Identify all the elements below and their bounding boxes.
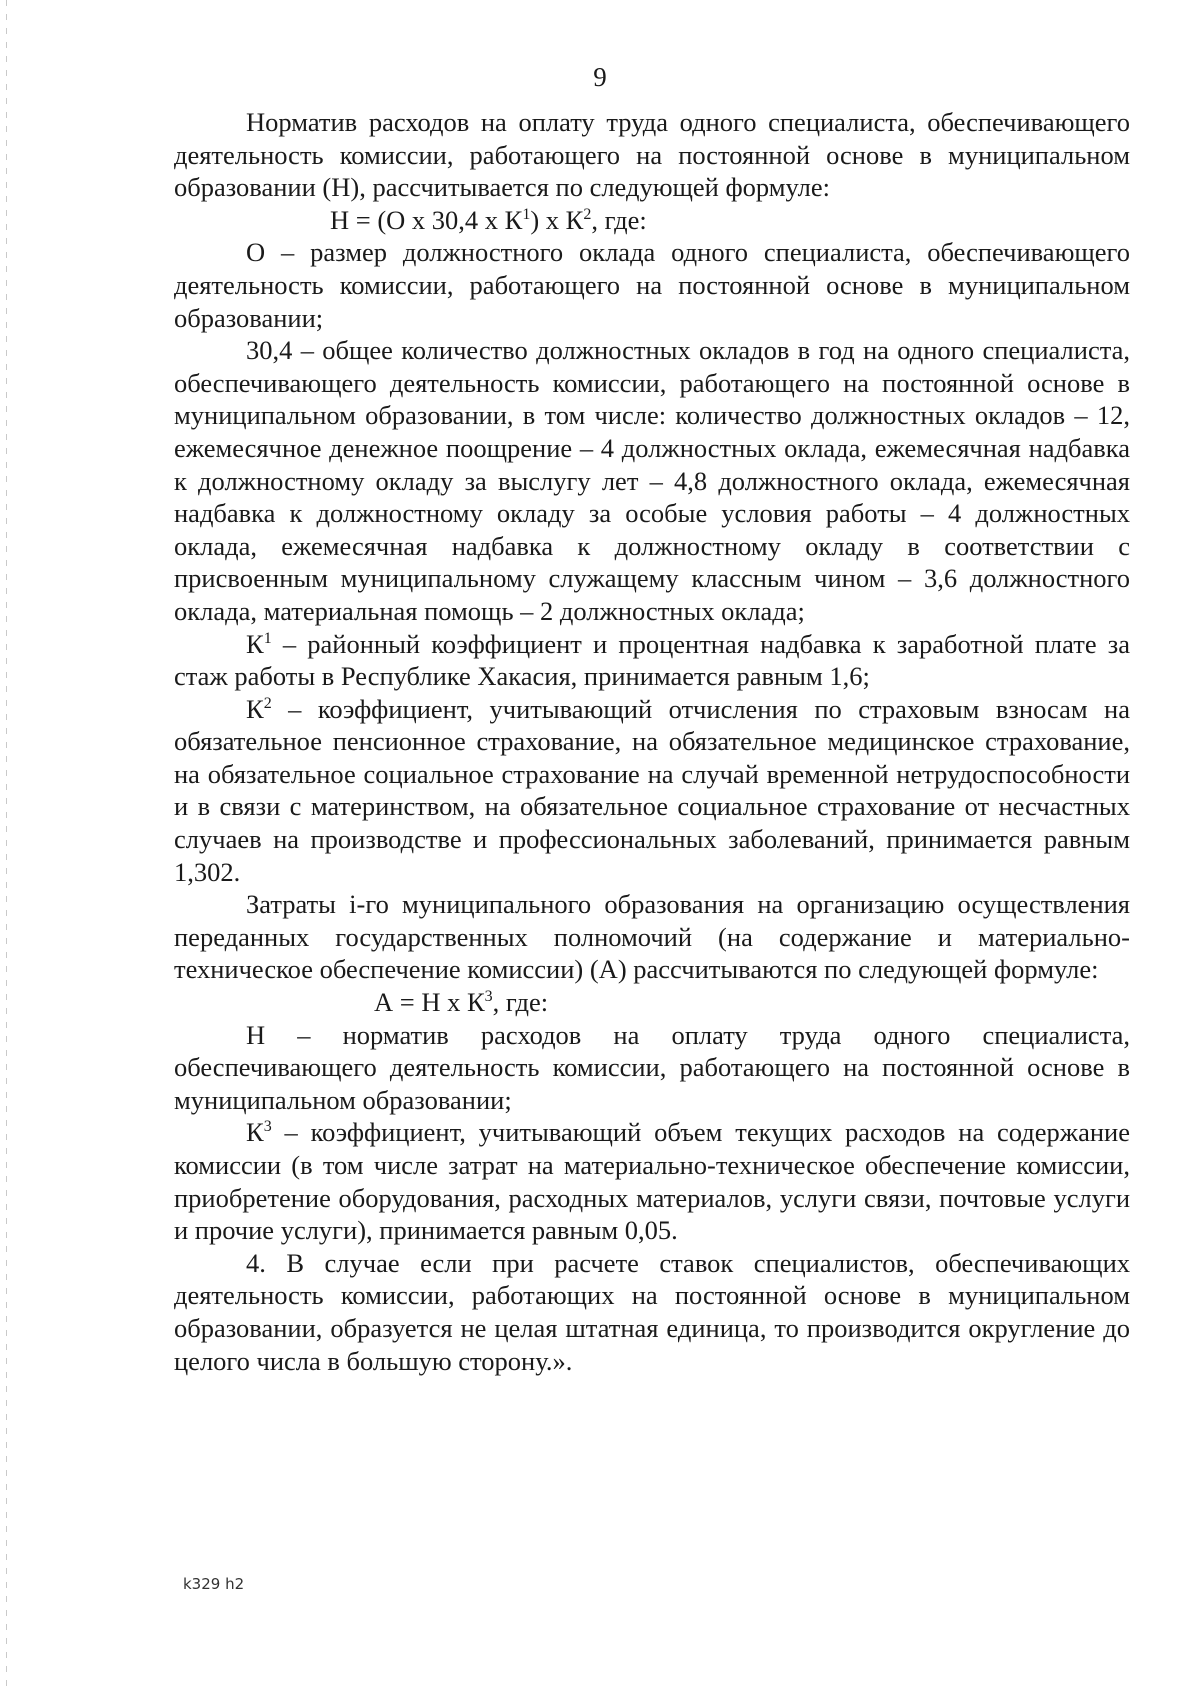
- formula1-sup1: 1: [522, 205, 531, 223]
- scan-edge-mark: [6, 0, 7, 1686]
- k1-text: – районный коэффициент и процентная надбавка к заработной плате за стаж работы в Республике Хакасия, принимается равным 1,6;: [174, 628, 1130, 692]
- formula-wage-norm: [174, 204, 1130, 237]
- formula1-part3: , где:: [591, 204, 647, 235]
- k2-sup: 2: [263, 694, 272, 712]
- paragraph-costs-intro: Затраты i-го муниципального образования на организацию осуществления переданных государственных полномочий (на содержание и материально-техническое обеспечение комиссии) (А) рассчитываются по следующей формуле:: [174, 889, 1130, 985]
- formula1-part2: ) х К: [530, 204, 584, 235]
- page-number: 9: [593, 62, 607, 92]
- k1-symbol: К: [246, 628, 264, 659]
- paragraph-salary-definition: О – размер должностного оклада одного специалиста, обеспечивающего деятельность комиссии, работающего на постоянной основе в муниципальном образовании;: [174, 237, 1130, 333]
- paragraph-wage-norm-intro: Норматив расходов на оплату труда одного специалиста, обеспечивающего деятельность комиссии, работающего на постоянной основе в муниципальном образовании (Н), рассчитывается по следующей формуле:: [174, 107, 1130, 203]
- paragraph-k2-definition: [174, 693, 1130, 889]
- k1-sup: 1: [263, 629, 272, 647]
- formula2-part2: , где:: [492, 987, 549, 1018]
- formula2-sup1: 3: [484, 988, 493, 1006]
- formula1-part1: Н = (О х 30,4 х К: [330, 204, 523, 235]
- footer-document-code: k329 h2: [183, 1575, 245, 1593]
- k3-text: – коэффициент, учитывающий объем текущих расходов на содержание комиссии (в том числе затрат на материально-техническое обеспечение комиссии, приобретение оборудования, расходных материалов, услуги связи, почтовые услуги и прочие услуги), принимается равным 0,05.: [174, 1117, 1130, 1246]
- paragraph-k3-definition: [174, 1116, 1130, 1246]
- paragraph-rounding-rule: 4. В случае если при расчете ставок специалистов, обеспечивающих деятельность комиссии, работающих на постоянной основе в муниципальном образовании, образуется не целая штатная единица, то производится округление до целого числа в большую сторону.».: [174, 1247, 1130, 1376]
- k3-sup: 3: [263, 1118, 272, 1136]
- paragraph-h-definition: Н – норматив расходов на оплату труда одного специалиста, обеспечивающего деятельность комиссии, работающего на постоянной основе в муниципальном образовании;: [174, 1019, 1130, 1115]
- formula2-part1: А = Н х К: [374, 987, 485, 1018]
- k2-text: – коэффициент, учитывающий отчисления по страховым взносам на обязательное пенсионное страхование, на обязательное медицинское страхование, на обязательное социальное страхование на случай временной нетрудоспособности и в связи с материнством, на обязательное социальное страхование от несчастных случаев на производстве и профессиональных заболеваний, принимается равным 1,302.: [174, 693, 1130, 887]
- paragraph-k1-definition: [174, 628, 1130, 693]
- k2-symbol: К: [246, 693, 264, 724]
- document-body: [174, 106, 1130, 1377]
- paragraph-salary-count: 30,4 – общее количество должностных окладов в год на одного специалиста, обеспечивающего деятельность комиссии, работающего на постоянной основе в муниципальном образовании, в том числе: количество должностных окладов – 12, ежемесячное денежное поощрение – 4 должностных оклада, ежемесячная надбавка к должностному окладу за выслугу лет – 4,8 должностного оклада, ежемесячная надбавка к должностному окладу за особые условия работы – 4 должностных оклада, ежемесячная надбавка к должностному окладу в соответствии с присвоенным муниципальному служащему классным чином – 3,6 должностного оклада, материальная помощь – 2 должностных оклада;: [174, 335, 1130, 626]
- formula-costs: [174, 986, 1130, 1019]
- formula1-sup2: 2: [583, 205, 592, 223]
- k3-symbol: К: [246, 1117, 264, 1148]
